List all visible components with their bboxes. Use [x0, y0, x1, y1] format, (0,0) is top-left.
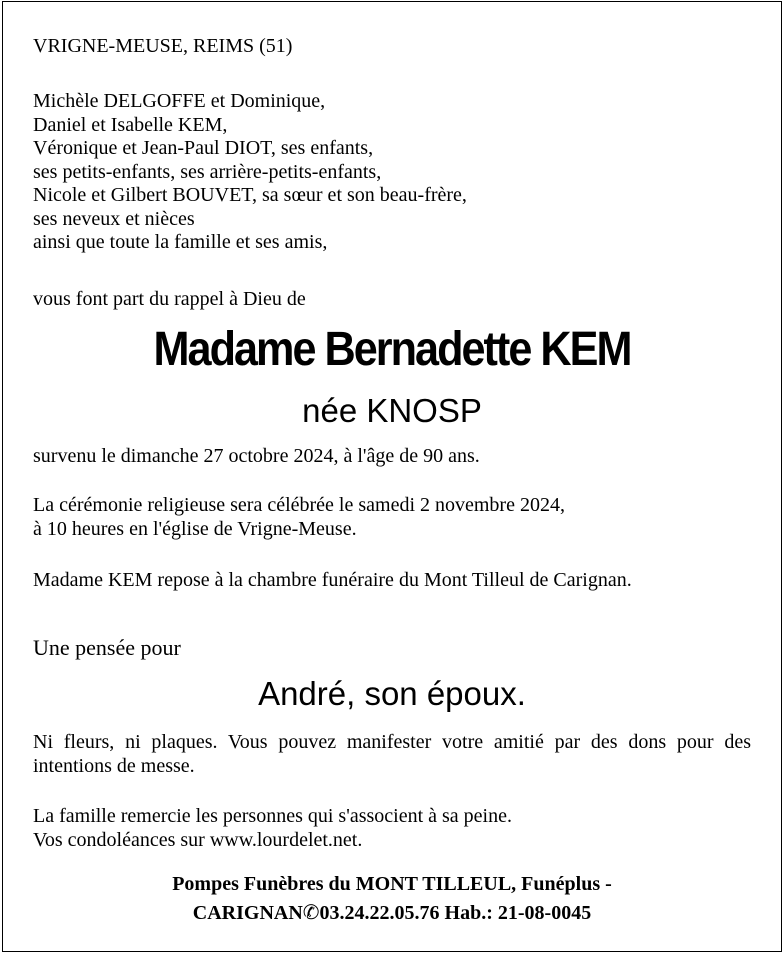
funeral-home-footer	[3, 870, 781, 928]
family-line: ses petits-enfants, ses arrière-petits-enfants,	[33, 160, 382, 183]
thanks-info	[33, 805, 512, 852]
family-line: Véronique et Jean-Paul DIOT, ses enfants,	[33, 137, 374, 159]
deceased-name: Madame Bernadette KEM	[153, 323, 631, 376]
funeral-home-city: CARIGNAN	[192, 902, 303, 924]
flowers-info: Ni fleurs, ni plaques. Vous pouvez manifester votre amitié par des dons pour des intentions de messe.	[33, 731, 751, 777]
family-line: Daniel et Isabelle KEM,	[33, 113, 228, 136]
family-line: ainsi que toute la famille et ses amis,	[33, 231, 328, 253]
thanks-line: Vos condoléances sur www.lourdelet.net.	[33, 828, 363, 851]
family-line: Nicole et Gilbert BOUVET, sa sœur et son beau-frère,	[33, 184, 467, 206]
thought-name: André, son époux.	[258, 675, 526, 712]
death-info: survenu le dimanche 27 octobre 2024, à l'âge de 90 ans.	[33, 445, 480, 467]
announcement-text: vous font part du rappel à Dieu de	[33, 288, 306, 310]
family-line: ses neveux et nièces	[33, 207, 195, 230]
location-header: VRIGNE-MEUSE, REIMS (51)	[33, 35, 293, 57]
funeral-home-name: Pompes Funèbres du MONT TILLEUL, Funéplus -	[172, 873, 612, 895]
thanks-line: La famille remercie les personnes qui s'associent à sa peine.	[33, 805, 512, 827]
ceremony-info	[33, 494, 565, 541]
family-line: Michèle DELGOFFE et Dominique,	[33, 90, 326, 112]
death-notice	[2, 1, 782, 952]
ceremony-line: à 10 heures en l'église de Vrigne-Meuse.	[33, 517, 357, 540]
phone-icon: ✆	[302, 902, 320, 924]
birth-name: née KNOSP	[302, 392, 482, 429]
thought-intro: Une pensée pour	[33, 635, 181, 660]
funeral-home-contact	[3, 899, 781, 928]
family-list	[33, 90, 467, 255]
resting-info: Madame KEM repose à la chambre funéraire du Mont Tilleul de Carignan.	[33, 569, 632, 591]
funeral-home-phone: 03.24.22.05.76 Hab.: 21-08-0045	[319, 902, 592, 924]
ceremony-line: La cérémonie religieuse sera célébrée le samedi 2 novembre 2024,	[33, 494, 565, 516]
